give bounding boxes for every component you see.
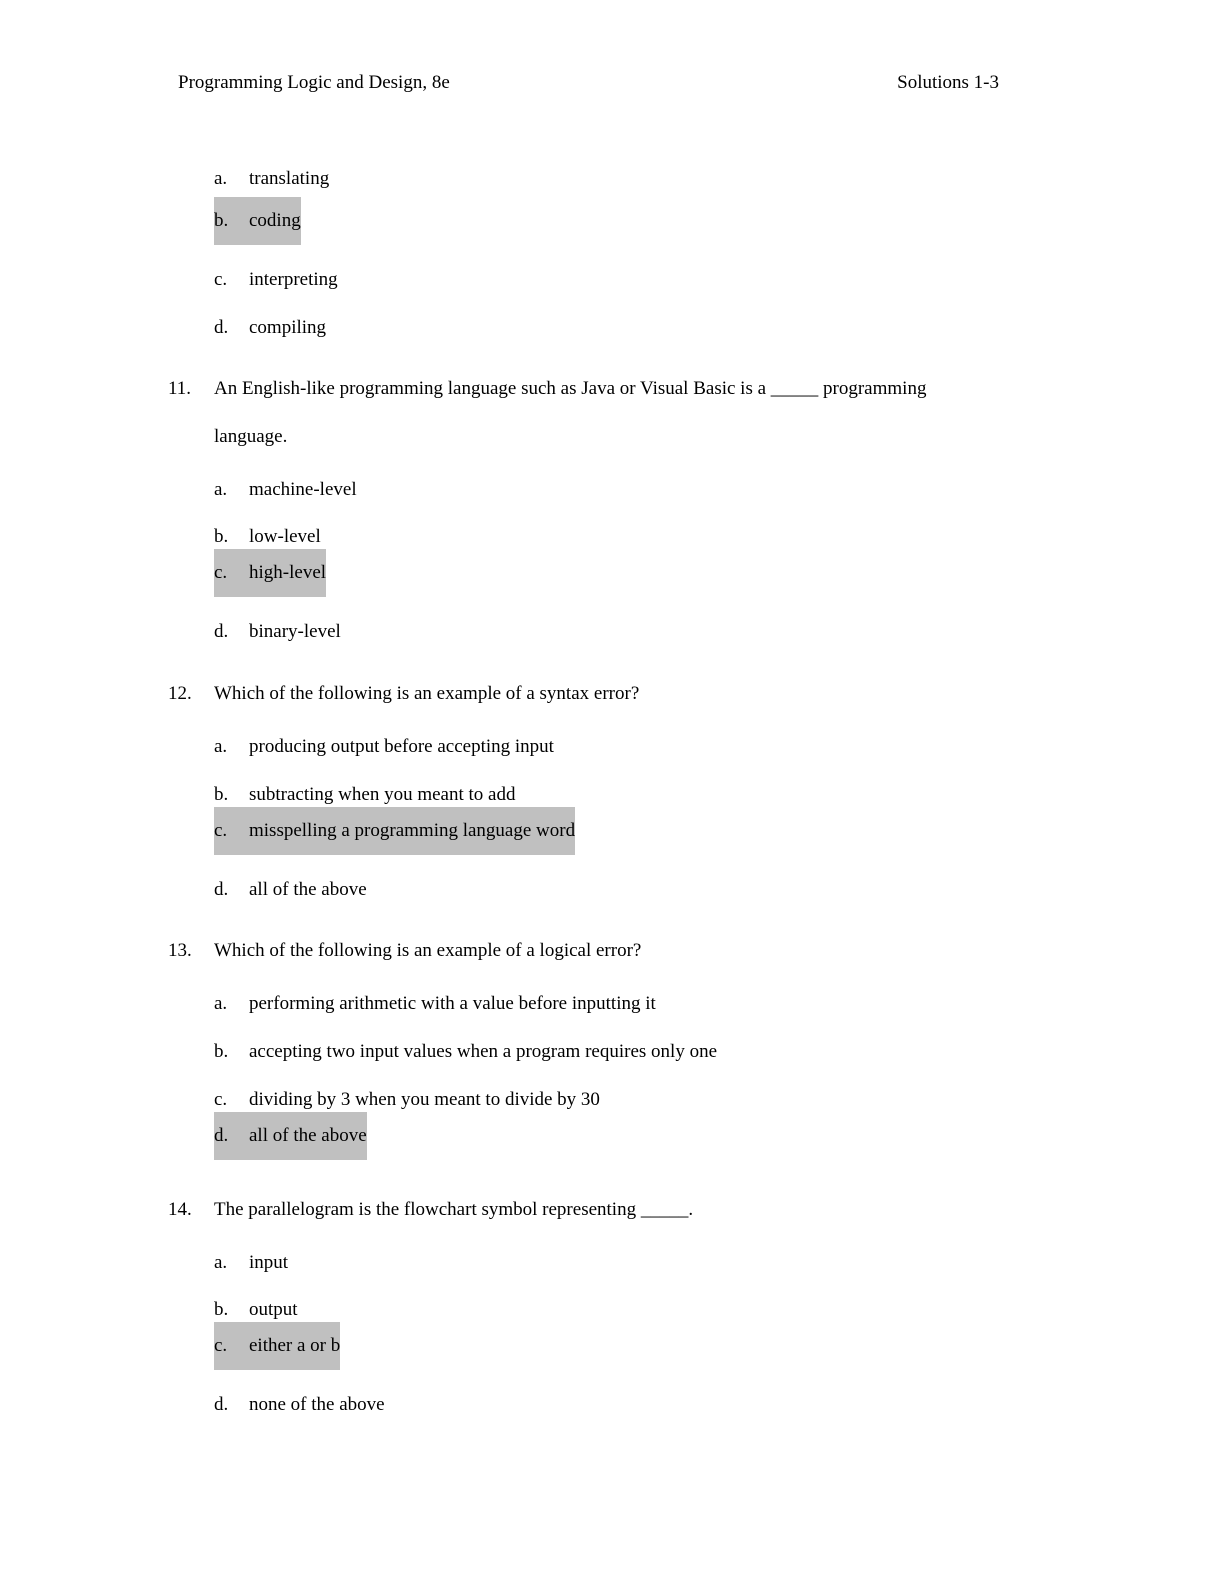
option-text: performing arithmetic with a value before inputting it (249, 993, 656, 1014)
question-11-text-continued: language. (214, 426, 288, 447)
q12-option-c-correct-answer (214, 807, 575, 855)
q13-option-a (214, 980, 656, 1028)
option-letter: c. (214, 562, 228, 583)
q10-option-a (214, 155, 329, 203)
question-number: 13. (168, 940, 192, 961)
option-text: compiling (249, 317, 327, 338)
option-text: dividing by 3 when you meant to divide by 30 (249, 1089, 600, 1110)
option-letter: b. (214, 784, 229, 805)
option-text: interpreting (249, 269, 338, 290)
q10-option-c (214, 256, 338, 304)
option-text: accepting two input values when a program requires only one (249, 1041, 717, 1062)
q13-option-d-correct-answer (214, 1112, 367, 1160)
question-text: An English-like programming language such as Java or Visual Basic is a _____ programming (214, 378, 927, 399)
option-letter: a. (214, 479, 228, 500)
option-letter: b. (214, 526, 229, 547)
q14-option-c-correct-answer (214, 1322, 340, 1370)
option-letter: d. (214, 1125, 229, 1146)
question-text: Which of the following is an example of a syntax error? (214, 683, 640, 704)
question-number: 12. (168, 683, 192, 704)
q10-option-b-correct-answer (214, 197, 301, 245)
option-letter: a. (214, 168, 228, 189)
option-text: output (249, 1299, 298, 1320)
option-text: translating (249, 168, 330, 189)
q12-option-a (214, 723, 554, 771)
q11-option-d (214, 608, 341, 656)
option-text: all of the above (249, 879, 367, 900)
option-text: input (249, 1252, 289, 1273)
q11-option-a (214, 466, 357, 514)
option-letter: d. (214, 1394, 229, 1415)
question-text: The parallelogram is the flowchart symbol representing _____. (214, 1199, 694, 1220)
option-letter: c. (214, 820, 228, 841)
q13-option-b (214, 1028, 717, 1076)
question-text: Which of the following is an example of a logical error? (214, 940, 642, 961)
option-letter: a. (214, 736, 228, 757)
option-text: subtracting when you meant to add (249, 784, 516, 805)
option-text: producing output before accepting input (249, 736, 554, 757)
option-letter: b. (214, 1041, 229, 1062)
q11-option-c-correct-answer (214, 549, 326, 597)
option-letter: c. (214, 1089, 228, 1110)
q14-option-a (214, 1239, 288, 1287)
option-text: all of the above (249, 1125, 367, 1146)
option-letter: b. (214, 1299, 229, 1320)
option-letter: d. (214, 621, 229, 642)
q10-option-d (214, 304, 326, 352)
option-letter: a. (214, 1252, 228, 1273)
option-text: either a or b (249, 1335, 341, 1356)
q14-option-d (214, 1381, 385, 1429)
document-title: Programming Logic and Design, 8e (178, 72, 450, 93)
option-letter: a. (214, 993, 228, 1014)
option-text: machine-level (249, 479, 357, 500)
option-text: misspelling a programming language word (249, 820, 576, 841)
page-header (178, 72, 999, 96)
question-number: 14. (168, 1199, 192, 1220)
q12-option-d (214, 866, 367, 914)
option-text: coding (249, 210, 301, 231)
option-text: low-level (249, 526, 321, 547)
option-text: binary-level (249, 621, 341, 642)
option-letter: c. (214, 1335, 228, 1356)
question-number: 11. (168, 378, 192, 399)
option-letter: c. (214, 269, 228, 290)
option-letter: d. (214, 879, 229, 900)
option-letter: b. (214, 210, 229, 231)
option-text: high-level (249, 562, 327, 583)
option-text: none of the above (249, 1394, 385, 1415)
option-letter: d. (214, 317, 229, 338)
page-label: Solutions 1-3 (897, 72, 999, 93)
